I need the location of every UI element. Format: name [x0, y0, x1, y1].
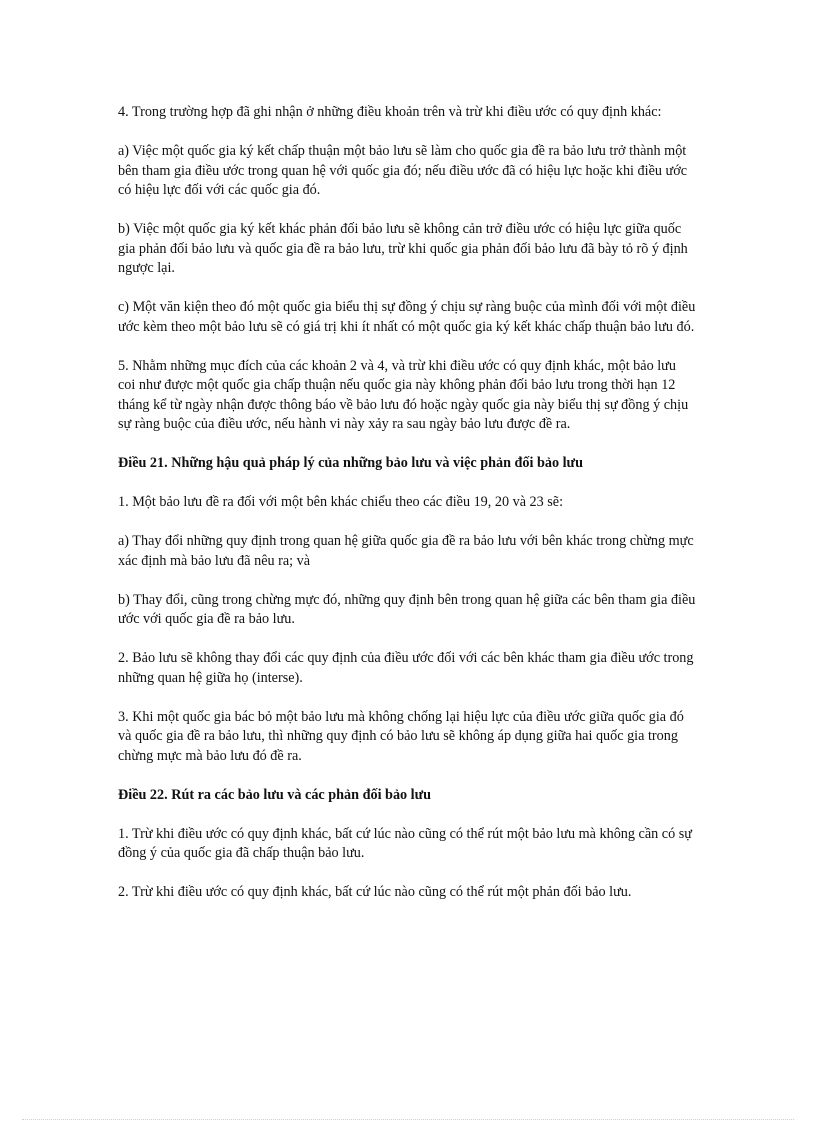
document-page: [118, 103, 696, 922]
article-21-clause-3: 3. Khi một quốc gia bác bỏ một bảo lưu mà không chống lại hiệu lực của điều ước giữa quốc gia đó và quốc gia đề ra bảo lưu, thì những quy định có bảo lưu sẽ không áp dụng giữa hai quốc gia trong chừng mực mà bảo lưu đó đề ra.: [118, 708, 684, 764]
article-21-clause-2: 2. Bảo lưu sẽ không thay đổi các quy định của điều ước đối với các bên khác tham gia điều ước trong những quan hệ giữa họ (interse).: [118, 650, 694, 686]
article-21-clause-1b: b) Thay đổi, cũng trong chừng mực đó, những quy định bên trong quan hệ giữa các bên tham gia điều ước với quốc gia đề ra bảo lưu.: [118, 591, 696, 627]
clause-4c: c) Một văn kiện theo đó một quốc gia biểu thị sự đồng ý chịu sự ràng buộc của mình đối với một điều ước kèm theo một bảo lưu sẽ có giá trị khi ít nhất có một quốc gia ký kết khác chấp thuận bảo lưu đó.: [118, 299, 696, 335]
article-22-heading: Điều 22. Rút ra các bảo lưu và các phản đối bảo lưu: [118, 786, 432, 803]
clause-4b: b) Việc một quốc gia ký kết khác phản đối bảo lưu sẽ không cản trở điều ước có hiệu lực giữa quốc gia phản đối bảo lưu và quốc gia đề ra bảo lưu, trừ khi quốc gia phản đối bảo lưu đã bày tỏ rõ ý định ngược lại.: [118, 221, 688, 276]
clause-5: 5. Nhằm những mục đích của các khoản 2 và 4, và trừ khi điều ước có quy định khác, một bảo lưu coi như được một quốc gia chấp thuận nếu quốc gia này không phản đối bảo lưu trong thời hạn 12 tháng kể từ ngày nhận được thông báo về bảo lưu đó hoặc ngày quốc gia này biểu thị sự đồng ý chịu sự ràng buộc của điều ước, nếu hành vi này xảy ra sau ngày bảo lưu được đề ra.: [118, 357, 689, 432]
article-22-clause-2: 2. Trừ khi điều ước có quy định khác, bất cứ lúc nào cũng có thể rút một phản đối bảo lưu.: [118, 884, 632, 900]
article-21-heading: Điều 21. Những hậu quả pháp lý của những bảo lưu và việc phản đối bảo lưu: [118, 455, 583, 471]
article-21-clause-1: 1. Một bảo lưu đề ra đối với một bên khác chiểu theo các điều 19, 20 và 23 sẽ:: [118, 494, 564, 510]
clause-4-intro: 4. Trong trường hợp đã ghi nhận ở những điều khoản trên và trừ khi điều ước có quy định khác:: [118, 104, 662, 120]
clause-4a: a) Việc một quốc gia ký kết chấp thuận một bảo lưu sẽ làm cho quốc gia đề ra bảo lưu trở thành một bên tham gia điều ước trong quan hệ với quốc gia đó; nếu điều ước đã có hiệu lực hoặc khi điều ước có hiệu lực đối với các quốc gia đó.: [118, 143, 687, 198]
page-bottom-divider: [22, 1119, 794, 1120]
article-22-clause-1: 1. Trừ khi điều ước có quy định khác, bất cứ lúc nào cũng có thể rút một bảo lưu mà không cần có sự đồng ý của quốc gia đã chấp thuận bảo lưu.: [118, 825, 692, 861]
article-21-clause-1a: a) Thay đổi những quy định trong quan hệ giữa quốc gia đề ra bảo lưu với bên khác trong chừng mực xác định mà bảo lưu đã nêu ra; và: [118, 533, 694, 569]
